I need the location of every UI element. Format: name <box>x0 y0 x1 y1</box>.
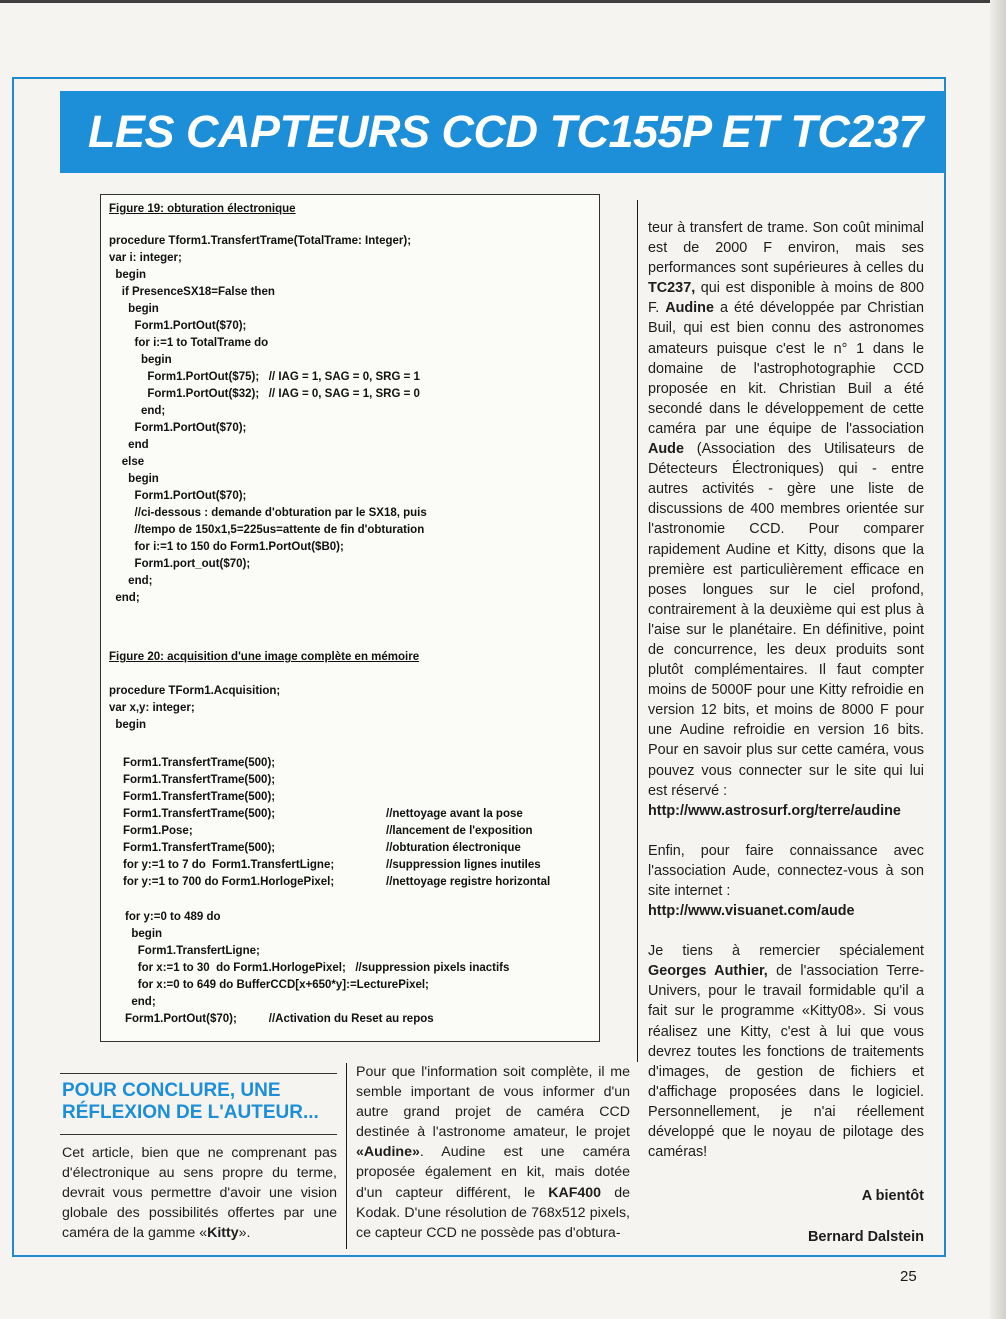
code-line: end; <box>125 996 156 1008</box>
code-line: Form1.port_out($70); <box>109 558 251 570</box>
code-line: Form1.PortOut($32); // IAG = 0, SAG = 1, SRG = 0 <box>109 388 420 400</box>
code-line: end; <box>109 405 166 417</box>
audine-url[interactable]: http://www.astrosurf.org/terre/audine <box>648 802 901 819</box>
right-paragraph-1: teur à transfert de trame. Son coût minimal est de 2000 F environ, mais ses performances sont supérieures à celles du TC237, qui est disponible à moins de 800 F. Audine a été développée par Christian Buil, qui est bien connu des astronomes amateurs puisque c'est le n° 1 dans le domaine de l'astrophotographie CCD proposée en kit. Christian Buil a été secondé dans le développement de cette caméra par une équipe de l'association Aude (Association des Utilisateurs de Détecteurs Électroniques) qui - entre autres activités - gère une liste de discussions de 400 membres orientée sur l'astronomie CCD. Pour comparer rapidement Audine et Kitty, disons que la première est particulièrement efficace en poses longues sur le ciel profond, contrairement à la deuxième qui est plus à l'aise sur le planétaire. En définitive, point de concurrence, les deux produits sont plutôt complémentaires. Il faut compter moins de 5000F pour une Kitty refroidie en version 12 bits, et moins de 8000 F pour une Audine refroidie en version 16 bits. Pour en savoir plus sur cette caméra, vous pouvez vous connecter sur le site qui lui est réservé : http://www.astrosurf.org/terre/audine <box>648 218 924 821</box>
frame-left-line <box>12 77 14 1257</box>
code-line: begin <box>125 928 163 940</box>
code-line: Form1.TransfertTrame(500); <box>123 842 276 854</box>
code-line: //ci-dessous : demande d'obturation par le SX18, puis <box>109 507 427 519</box>
conclusion-heading: POUR CONCLURE, UNE RÉFLEXION DE L'AUTEUR... <box>62 1080 319 1123</box>
closing-bientot: A bientôt <box>861 1188 924 1205</box>
code-line: if PresenceSX18=False then <box>109 286 275 298</box>
code-comment <box>386 789 550 806</box>
code-line: begin <box>109 269 147 281</box>
right-paragraph-3: Je tiens à remercier spécialement Georges Authier, de l'association Terre-Univers, pour le travail formidable qu'il a fait sur le programme «Kitty08». Si vous réalisez une Kitty, c'est à lui que vous devrez toutes les fonctions de traitements d'images, de gestion de fichiers et d'affichage proposées dans le logiciel. Personnellement, je n'ai réellement développé que le noyau de pilotage des caméras! <box>648 943 924 1161</box>
code-line: Form1.PortOut($70); <box>109 490 247 502</box>
code-line: for y:=1 to 7 do Form1.TransfertLigne; <box>123 859 335 871</box>
aude-url[interactable]: http://www.visuanet.com/aude <box>648 903 855 920</box>
code-line: Form1.PortOut($75); // IAG = 1, SAG = 0, SRG = 1 <box>109 371 420 383</box>
author-signature: Bernard Dalstein <box>807 1229 924 1246</box>
code-line: end; <box>109 575 153 587</box>
code-line: Form1.TransfertTrame(500); <box>123 774 276 786</box>
code-comment <box>386 755 550 772</box>
title-banner <box>60 91 945 173</box>
code-line: Form1.PortOut($70); <box>109 422 247 434</box>
code-line: begin <box>109 473 159 485</box>
code-line: begin <box>109 719 147 731</box>
code-line: Form1.Pose; <box>123 825 193 837</box>
page-number: 25 <box>900 1268 917 1285</box>
page-title: LES CAPTEURS CCD TC155P ET TC237 <box>87 106 923 157</box>
code-line: for x:=0 to 649 do BufferCCD[x+650*y]:=LecturePixel; <box>125 979 429 991</box>
column-rule-right <box>637 200 638 1062</box>
frame-right-line <box>944 77 946 1257</box>
figure-19-code <box>109 233 427 607</box>
figure-20-header <box>109 683 280 734</box>
code-comment: //obturation électronique <box>386 842 521 854</box>
figure-20-caption: Figure 20: acquisition d'une image complète en mémoire <box>109 651 420 663</box>
conclusion-text: Cet article, bien que ne comprenant pas d'électronique au sens propre du terme, devrait vous permettre d'avoir une vision globale des possibilités offertes par une caméra de la gamme «Kitty». <box>62 1145 337 1242</box>
right-column <box>648 218 924 1267</box>
code-line: for i:=1 to 150 do Form1.PortOut($B0); <box>109 541 344 553</box>
frame-top-line <box>12 77 946 79</box>
code-line: var x,y: integer; <box>109 702 195 714</box>
top-rule <box>0 0 1006 3</box>
code-line: for i:=1 to TotalTrame do <box>109 337 269 349</box>
code-line: Form1.TransfertLigne; <box>125 945 260 957</box>
code-listing-box <box>100 194 600 1042</box>
code-line: else <box>109 456 145 468</box>
code-line: end <box>109 439 149 451</box>
code-line: var i: integer; <box>109 252 182 264</box>
code-line: for y:=1 to 700 do Form1.HorlogePixel; <box>123 876 335 888</box>
code-line: procedure Tform1.TransfertTrame(TotalTrame: Integer); <box>109 235 412 247</box>
code-line: Form1.TransfertTrame(500); <box>123 791 276 803</box>
right-paragraph-2: Enfin, pour faire connaissance avec l'association Aude, connectez-vous à son site internet : http://www.visuanet.com/aude <box>648 841 924 921</box>
code-line: Form1.PortOut($70); <box>109 320 247 332</box>
code-line: end; <box>109 592 140 604</box>
conclusion-rule-bottom <box>60 1134 337 1135</box>
code-comment <box>386 772 550 789</box>
code-line: begin <box>109 354 172 366</box>
figure-19-caption: Figure 19: obturation électronique <box>109 203 296 215</box>
column-rule-middle <box>346 1063 347 1249</box>
code-line: Form1.TransfertTrame(500); <box>123 757 276 769</box>
figure-20-block2 <box>125 909 509 1028</box>
code-comment: //nettoyage avant la pose <box>386 808 523 820</box>
page-edge-shadow <box>990 0 1006 1319</box>
code-line: procedure TForm1.Acquisition; <box>109 685 281 697</box>
code-line: Form1.PortOut($70); //Activation du Reset au repos <box>125 1013 434 1025</box>
code-comment: //lancement de l'exposition <box>386 825 533 837</box>
middle-column-text: Pour que l'information soit complète, il me semble important de vous informer d'un autre grand projet de caméra CCD destinée à l'astronome amateur, le projet «Audine». Audine est une caméra proposée également en kit, mais dotée d'un capteur différent, le KAF400 de Kodak. D'une résolution de 768x512 pixels, ce capteur CCD ne possède pas d'obtura- <box>356 1064 630 1241</box>
code-line: begin <box>109 303 159 315</box>
code-comment: //suppression lignes inutiles <box>386 859 541 871</box>
figure-20-block1 <box>123 755 334 891</box>
code-line: for x:=1 to 30 do Form1.HorlogePixel; //suppression pixels inactifs <box>125 962 510 974</box>
conclusion-rule-top <box>60 1073 337 1074</box>
code-line: //tempo de 150x1,5=225us=attente de fin d'obturation <box>109 524 425 536</box>
figure-20-block1-comments <box>386 755 550 891</box>
code-comment: //nettoyage registre horizontal <box>386 876 551 888</box>
code-line: for y:=0 to 489 do <box>125 911 221 923</box>
code-line: Form1.TransfertTrame(500); <box>123 808 276 820</box>
